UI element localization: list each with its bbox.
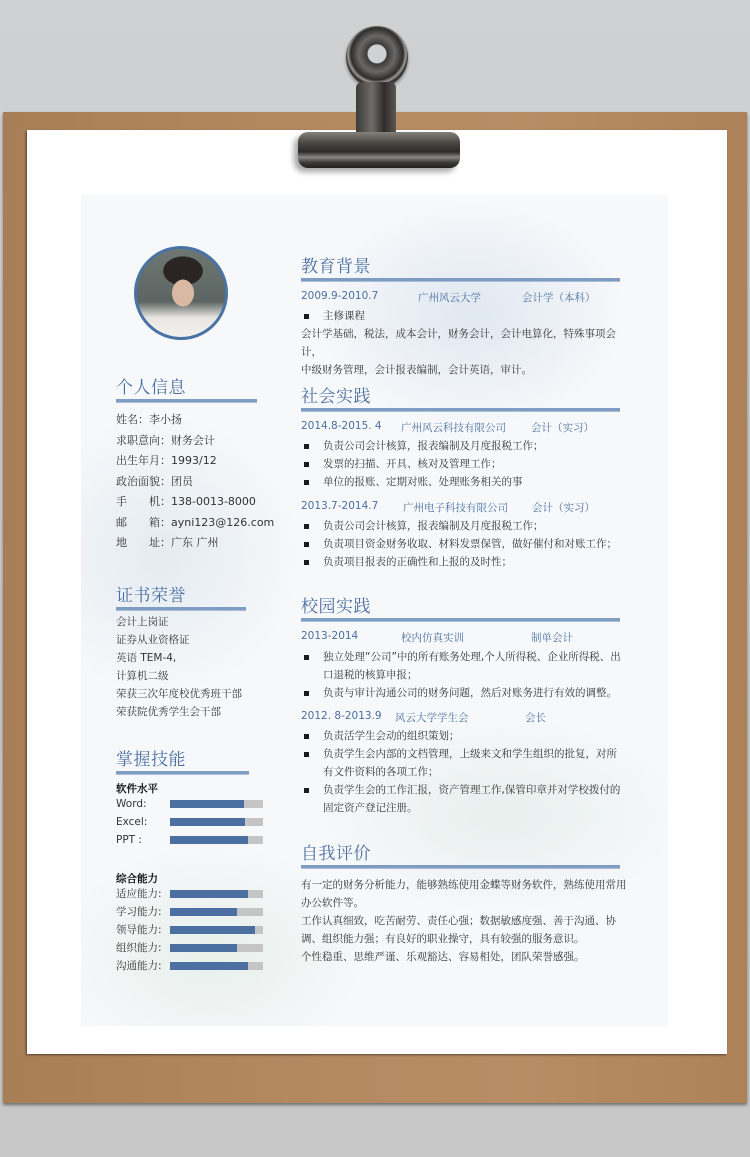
skill-label: Excel:: [116, 816, 148, 828]
job-bullets: [301, 437, 631, 491]
section-education: [301, 256, 620, 282]
skill-bar: [170, 800, 263, 808]
section-title: 自我评价: [301, 844, 371, 864]
skill-bar: [170, 908, 263, 916]
section-self-evaluation: [301, 843, 620, 869]
skill-adaptability: [116, 885, 266, 903]
job-org: 广州风云科技有限公司: [401, 422, 506, 434]
section-title: 个人信息: [116, 378, 186, 398]
job-entry-header: [301, 420, 631, 436]
bullet-item: 负责学生会的工作汇报，资产管理工作,保管印章并对学校拨付的固定资产登记注册。: [301, 781, 627, 817]
campus-org: 校内仿真实训: [401, 632, 464, 644]
section-certificates: [116, 585, 246, 611]
skill-word: [116, 795, 266, 813]
courses-line: 会计学基础，税法，成本会计，财务会计，会计电算化，特殊事项会计，: [301, 328, 616, 358]
info-row-email: 邮 箱：ayni123@126.com: [116, 515, 275, 529]
campus-org: 风云大学学生会: [395, 712, 469, 724]
skill-label: PPT :: [116, 834, 142, 846]
job-bullets: [301, 517, 631, 571]
skill-label: 学习能力:: [116, 906, 162, 918]
courses-line: 中级财务管理，会计报表编制，会计英语，审计。: [301, 364, 532, 376]
campus-role: 制单会计: [531, 632, 573, 644]
self-eval-paragraph: 工作认真细致，吃苦耐劳、责任心强；数据敏感度强、善于沟通、协调、组织能力强；有良好的职业操守，具有较强的服务意识。: [301, 915, 616, 945]
section-campus-practice: [301, 596, 620, 622]
info-row-political: 政治面貌：团员: [116, 474, 193, 488]
education-entry-header: [301, 290, 631, 306]
bullet-item: 负责公司会计核算，报表编制及月度报税工作；: [301, 437, 631, 455]
skill-bar: [170, 818, 263, 826]
section-underline: [116, 399, 257, 403]
skill-label: 沟通能力:: [116, 960, 162, 972]
job-entry-header: [301, 500, 631, 516]
skill-ppt: [116, 831, 266, 849]
job-period: 2013.7-2014.7: [301, 500, 379, 512]
self-eval-paragraph: 有一定的财务分析能力，能够熟练使用金蝶等财务软件，熟练使用常用办公软件等。: [301, 879, 627, 909]
section-title: 教育背景: [301, 257, 371, 277]
binder-clip-icon: [284, 24, 464, 172]
skill-bar: [170, 944, 263, 952]
bullet-item: 负责学生会内部的文档管理，上级来文和学生组织的批复，对所有文件资料的各项工作；: [301, 745, 627, 781]
skill-organization: [116, 939, 266, 957]
section-underline: [301, 618, 620, 622]
section-underline: [301, 278, 620, 282]
skill-leadership: [116, 921, 266, 939]
job-role: 会计（实习）: [531, 422, 594, 434]
avatar: [134, 246, 228, 340]
bullet-item: 负责与审计沟通公司的财务问题，然后对账务进行有效的调整。: [301, 684, 627, 702]
info-row-address: 地 址：广东 广州: [116, 536, 219, 549]
skill-label: 适应能力:: [116, 888, 162, 900]
job-role: 会计（实习）: [532, 502, 595, 514]
skill-bar: [170, 962, 263, 970]
skill-excel: [116, 813, 266, 831]
skill-bar: [170, 926, 263, 934]
section-title: 掌握技能: [116, 750, 186, 770]
skill-label: Word:: [116, 798, 147, 810]
skill-bar: [170, 890, 263, 898]
self-eval-paragraph: 个性稳重、思维严谨、乐观豁达、容易相处，团队荣誉感强。: [301, 951, 585, 963]
campus-entry-header: [301, 630, 631, 646]
cert-item: 英语 TEM-4,: [116, 652, 177, 664]
education-period: 2009.9-2010.7: [301, 290, 379, 302]
info-row-objective: 求职意向：财务会计: [116, 433, 215, 447]
section-title: 社会实践: [301, 387, 371, 407]
section-title: 证书荣誉: [116, 586, 186, 606]
campus-role: 会长: [525, 712, 546, 724]
info-row-name: 姓名：李小扬: [116, 413, 182, 426]
section-title: 校园实践: [301, 597, 371, 617]
skill-label: 组织能力:: [116, 942, 162, 954]
cert-item: 荣获院优秀学生会干部: [116, 706, 221, 718]
bullet-item: 负责公司会计核算，报表编制及月度报税工作；: [301, 517, 631, 535]
bullet-item: 独立处理“公司”中的所有账务处理,个人所得税、企业所得税、出口退税的核算申报；: [301, 648, 627, 684]
software-heading: 软件水平: [116, 783, 158, 795]
cert-item: 荣获三次年度校优秀班干部: [116, 688, 242, 700]
self-evaluation-body: [301, 876, 627, 966]
campus-period: 2013-2014: [301, 630, 359, 642]
cert-item: 会计上岗证: [116, 616, 169, 628]
job-period: 2014.8-2015. 4: [301, 420, 382, 432]
section-underline: [116, 771, 249, 775]
bullet-item: 发票的扫描、开具、核对及管理工作；: [301, 455, 631, 473]
section-personal-info: [116, 377, 257, 403]
bullet-item: 主修课程: [301, 307, 631, 325]
cert-item: 证券从业资格证: [116, 634, 190, 646]
education-major: 会计学（本科）: [522, 292, 596, 304]
bullet-item: 单位的报账、定期对账、处理账务相关的事: [301, 473, 631, 491]
job-org: 广州电子科技有限公司: [403, 502, 508, 514]
campus-period: 2012. 8-2013.9: [301, 710, 382, 722]
skill-label: 领导能力:: [116, 924, 162, 936]
info-row-birth: 出生年月：1993/12: [116, 454, 217, 467]
campus-bullets: [301, 727, 627, 817]
personal-info-list: [116, 410, 274, 554]
education-body: [301, 307, 631, 379]
cert-item: 计算机二级: [116, 670, 169, 682]
section-social-practice: [301, 386, 620, 412]
education-school: 广州风云大学: [418, 292, 481, 304]
campus-entry-header: [301, 710, 631, 726]
section-underline: [116, 607, 246, 611]
skill-learning: [116, 903, 266, 921]
campus-bullets: [301, 648, 627, 702]
abilities-heading: 综合能力: [116, 873, 158, 885]
skill-communication: [116, 957, 266, 975]
bullet-item: 负责项目资金财务收取、材料发票保管，做好催付和对账工作；: [301, 535, 631, 553]
section-underline: [301, 408, 620, 412]
bullet-item: 负责项目报表的正确性和上报的及时性；: [301, 553, 631, 571]
section-underline: [301, 865, 620, 869]
info-row-phone: 手 机：138-0013-8000: [116, 495, 256, 508]
section-skills: [116, 749, 249, 775]
certificates-list: [116, 613, 242, 721]
bullet-item: 负责活学生会动的组织策划；: [301, 727, 627, 745]
skill-bar: [170, 836, 263, 844]
